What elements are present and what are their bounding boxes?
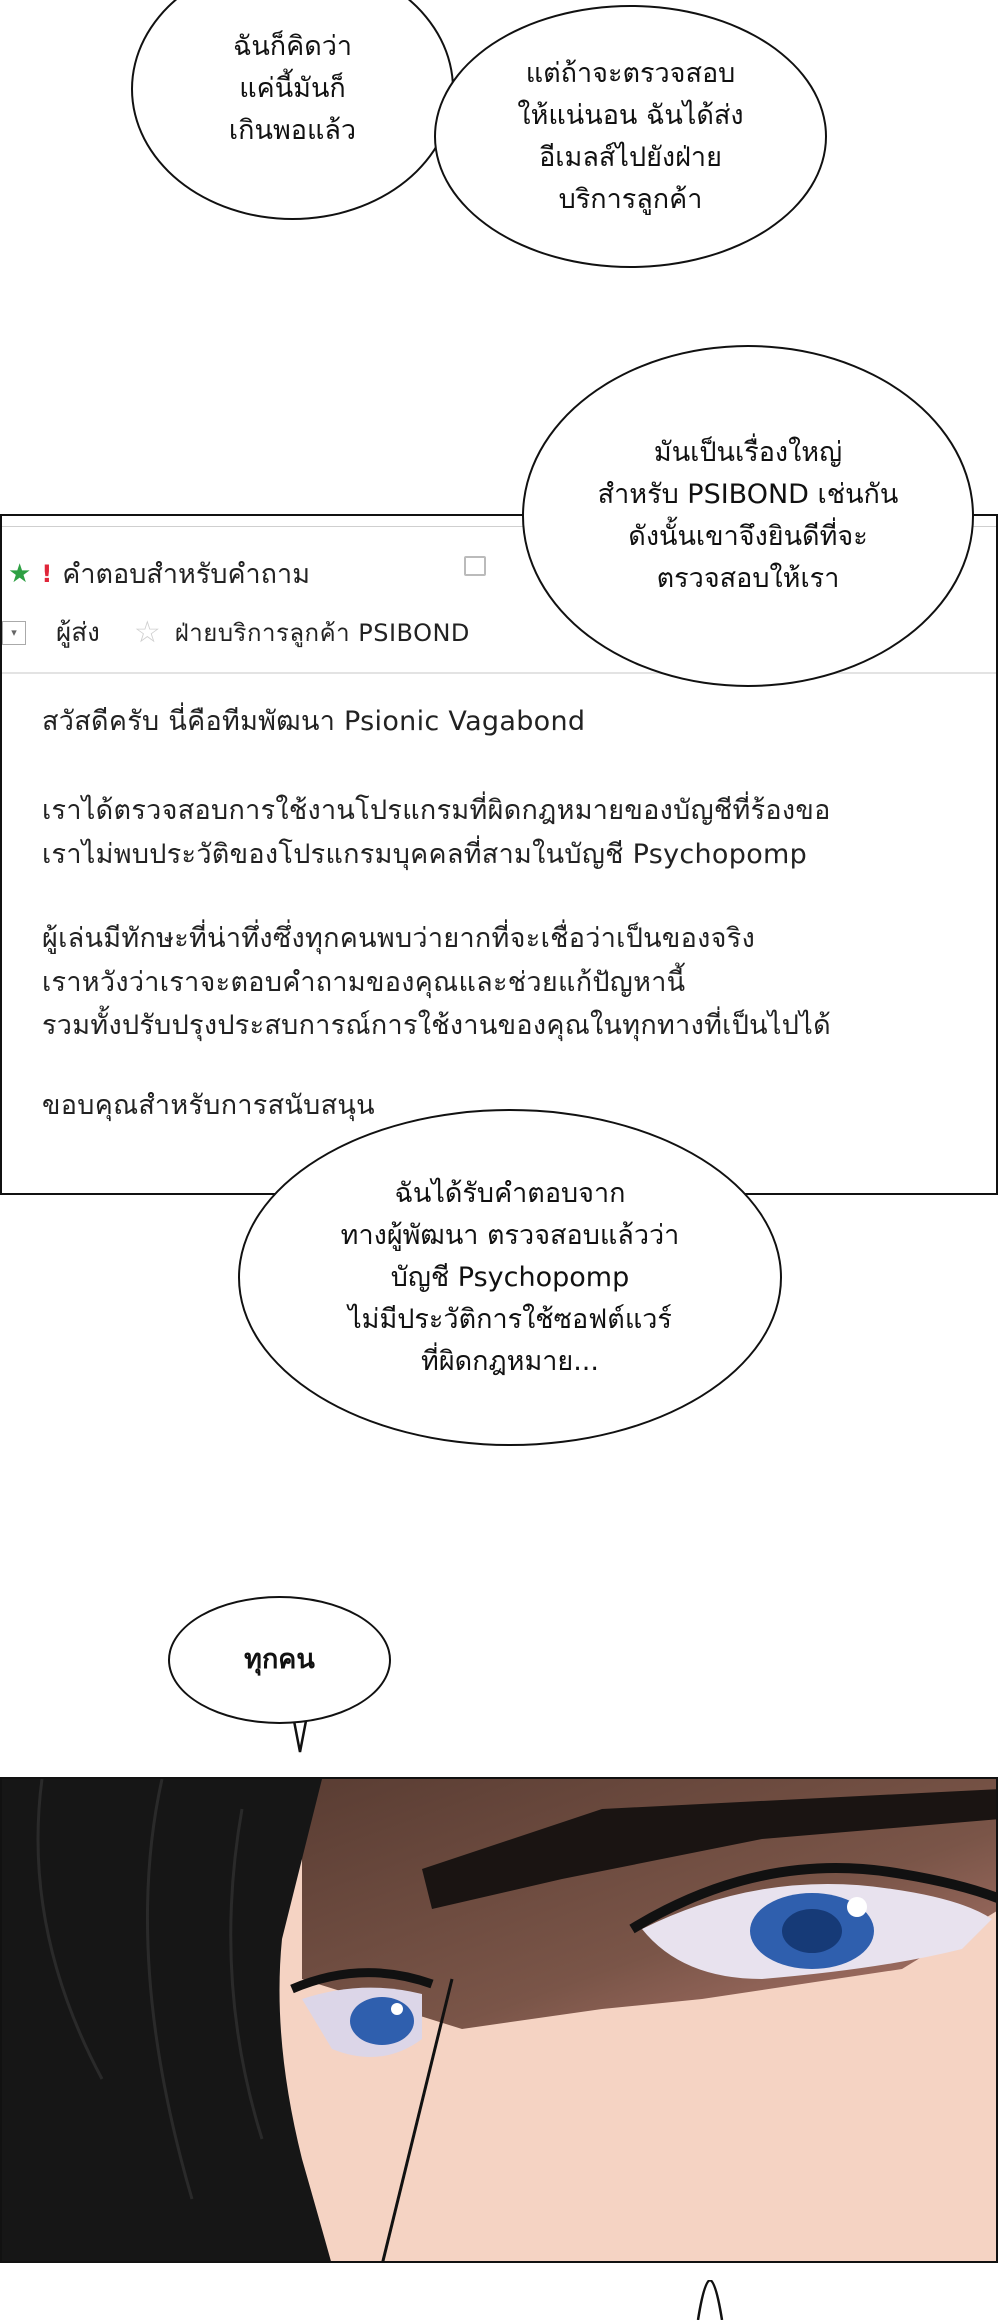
bubble-3-text: มันเป็นเรื่องใหญ่ สำหรับ PSIBOND เช่นกัน ดังนั้นเขาจึงยินดีที่จะ ตรวจสอบให้เรา xyxy=(597,437,899,594)
email-divider xyxy=(2,672,996,674)
email-body-line: เราไม่พบประวัติของโปรแกรมบุคคลที่สามในบัญชี Psychopomp xyxy=(42,839,808,870)
speech-bubble-2 xyxy=(434,5,827,268)
speech-bubble-1 xyxy=(131,0,454,220)
bubble-1-text: ฉันก็คิดว่า แค่นี้มันก็ เกินพอแล้ว xyxy=(228,31,357,146)
bubble-4-text: ฉันได้รับคำตอบจาก ทางผู้พัฒนา ตรวจสอบแล้วว่า บัญชี Psychopomp ไม่มีประวัติการใช้ซอฟต์แวร์ ที่ผิดกฎหมาย... xyxy=(340,1177,680,1377)
speech-bubble-5 xyxy=(168,1596,391,1724)
comic-panel-eyes xyxy=(0,1777,998,2263)
next-bubble-tail xyxy=(690,2280,730,2320)
email-sender-row xyxy=(2,612,470,653)
eyes-illustration xyxy=(2,1779,998,2263)
sender-label: ผู้ส่ง xyxy=(56,618,100,648)
email-body-line: เราได้ตรวจสอบการใช้งานโปรแกรมที่ผิดกฎหมายของบัญชีที่ร้องขอ xyxy=(42,795,831,826)
sender-name: ฝ่ายบริการลูกค้า PSIBOND xyxy=(174,619,470,647)
bubble-2-text: แต่ถ้าจะตรวจสอบ ให้แน่นอน ฉันได้ส่ง อีเมลส์ไปยังฝ่าย บริการลูกค้า xyxy=(517,57,744,215)
email-subject-row xyxy=(8,552,310,595)
speech-bubble-3 xyxy=(522,345,974,687)
bubble-5-text: ทุกคน xyxy=(244,1644,315,1675)
speech-bubble-4 xyxy=(238,1109,782,1446)
green-star-icon[interactable]: ★ xyxy=(8,558,32,589)
exclamation-icon: ! xyxy=(41,559,53,588)
email-subject: คำตอบสำหรับคำถาม xyxy=(62,559,310,590)
star-outline-icon[interactable]: ☆ xyxy=(133,615,161,650)
email-body-line: สวัสดีครับ นี่คือทีมพัฒนา Psionic Vagabond xyxy=(42,706,586,737)
email-body-line: เราหวังว่าเราจะตอบคำถามของคุณและช่วยแก้ปัญหานี้ xyxy=(42,967,686,998)
dropdown-icon[interactable]: ▾ xyxy=(2,621,26,645)
email-body-line: รวมทั้งปรับปรุงประสบการณ์การใช้งานของคุณในทุกทางที่เป็นไปได้ xyxy=(42,1010,831,1041)
popout-icon[interactable] xyxy=(464,556,486,576)
email-body-line: ขอบคุณสำหรับการสนับสนุน xyxy=(42,1090,375,1121)
email-body-line: ผู้เล่นมีทักษะที่น่าทึ่งซึ่งทุกคนพบว่ายากที่จะเชื่อว่าเป็นของจริง xyxy=(42,923,756,954)
